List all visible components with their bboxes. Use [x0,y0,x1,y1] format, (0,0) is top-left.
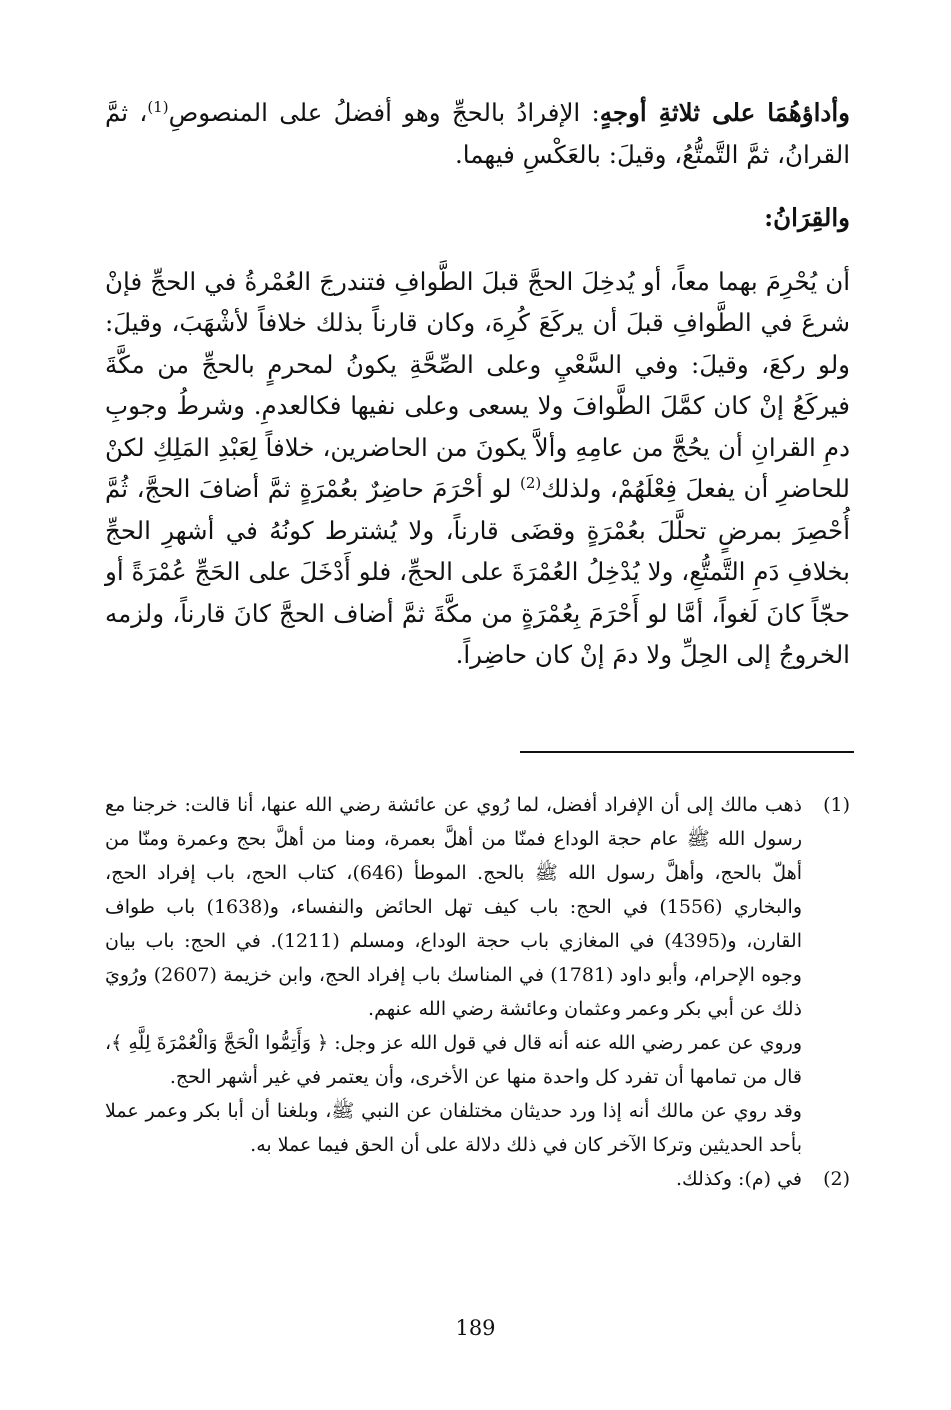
footnote-2-body [105,1162,802,1196]
footnote-1-paragraph-2: وروي عن عمر رضي الله عنه أنه قال في قول الله عز وجل: ﴿ وَأَتِمُّوا الْحَجَّ وَالْعُمْرَةَ لِلَّهِ ﴾، قال من تمامها أن تفرد كل واحدة منها عن الأخرى، وأن يعتمر في غير أشهر الحج. [105,1032,802,1088]
paragraph-2 [105,261,850,676]
footnote-2-number: (2) [823,1168,850,1190]
paragraph-1-lead: وأداؤهُمَا على ثلاثةِ أوجهٍ [599,98,850,127]
footnote-1-paragraph-3: وقد روي عن مالك أنه إذا ورد حديثان مختلفان عن النبي ﷺ، وبلغنا أن أبا بكر وعمر عملا بأحد الحديثين وتركا الآخر كان في ذلك دلالة على أن الحق فيما عملا به. [105,1100,802,1156]
footnote-ref-2: (2) [519,474,542,492]
paragraph-1-rest: : الإفرادُ بالحجِّ وهو أفضلُ على المنصوصِ [168,98,600,127]
page-number: 189 [455,1316,496,1340]
main-text [105,92,850,676]
footnote-1 [105,788,850,1162]
footnote-1-paragraph-1: ذهب مالك إلى أن الإفراد أفضل، لما رُوي عن عائشة رضي الله عنها، أنا قالت: خرجنا مع رسول الله ﷺ عام حجة الوداع فمنّا من أهلَّ بعمرة، ومنا من أهلَّ بحج وعمرة ومنّا من أهلّ بالحج، وأهلَّ رسول الله ﷺ بالحج. الموطأ (646)، كتاب الحج، باب إفراد الحج، والبخاري (1556) في الحج: باب كيف تهل الحائض والنفساء، و(1638) باب طواف القارن، و(4395) في المغازي باب حجة الوداع، ومسلم (1211). في الحج: باب بيان وجوه الإحرام، وأبو داود (1781) في المناسك باب إفراد الحج، وابن خزيمة (2607) ورُويَ ذلك عن أبي بكر وعمر وعثمان وعائشة رضي الله عنهم. [105,794,802,1020]
footnote-ref-1: (1) [147,98,169,116]
paragraph-1 [105,92,850,175]
footnote-2-text: في (م): وكذلك. [675,1168,802,1190]
footnote-1-body [105,788,802,1162]
footnote-separator [520,751,854,753]
paragraph-1-tail: ، ثمَّ القرانُ، ثمَّ التَّمتُّعُ، وقيلَ: بالعَكْسِ فيهما. [105,98,850,169]
paragraph-2-part-1: أن يُحْرِمَ بهما معاً، أو يُدخِلَ الحجَّ قبلَ الطَّوافِ فتندرجَ العُمْرةُ في الحجِّ فإنْ شرعَ في الطَّوافِ قبلَ أن يركَعَ كُرِهَ، وكان قارناً بذلك خلافاً لأشْهَبَ، وقيلَ: ولو ركعَ، وقيلَ: وفي السَّعْيِ وعلى الصِّحَّةِ يكونُ لمحرمٍ بالحجِّ من مكَّةَ فيركَعُ إنْ كان كمَّلَ الطَّوافَ ولا يسعى وعلى نفيها فكالعدمِ. وشرطُ وجوبِ دمِ القرانِ أن يحُجَّ من عامِهِ وألاَّ يكونَ من الحاضرين، خلافاً لِعَبْدِ المَلِكِ لكنْ للحاضرِ أن يفعلَ فِعْلَهُمْ، ولذلك [105,266,850,503]
footnote-1-number: (1) [823,794,850,816]
section-heading: والقِرَانُ: [764,203,850,232]
footnotes [105,788,850,1196]
paragraph-2-part-2: لو أحْرَمَ حاضِرٌ بعُمْرَةٍ ثمَّ أضافَ الحجَّ، ثُمَّ أُحْصِرَ بمرضٍ تحلَّلَ بعُمْرَةٍ وقضَى قارناً، ولا يُشترط كونُهُ في أشهرِ الحجِّ بخلافِ دَمِ التَّمتُّعِ، ولا يُدْخِلُ العُمْرَةَ على الحجِّ، فلو أَدْخَلَ على الحَجِّ عُمْرَةً أو حجّاً كانَ لَغواً، أمَّا لو أَحْرَمَ بِعُمْرَةٍ من مكَّةَ ثمَّ أضاف الحجَّ كانَ قارناً، ولزمه الخروجُ إلى الحِلِّ ولا دمَ إنْ كان حاضِراً. [105,474,850,669]
footnote-2 [105,1162,850,1196]
